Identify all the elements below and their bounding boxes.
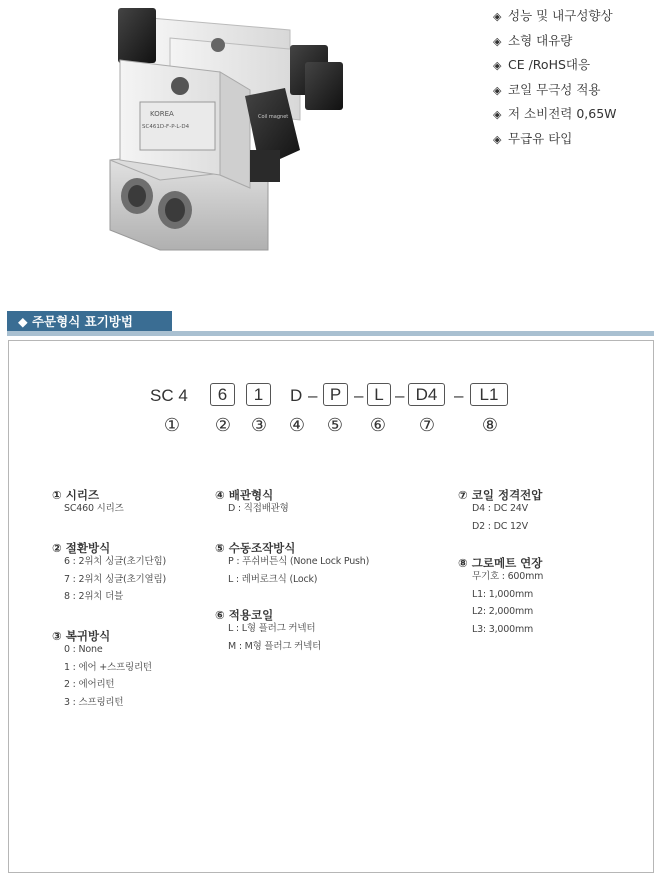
diamond-bullet-icon: ◈ [493,59,502,72]
code-index-2: ② [214,415,232,436]
diamond-bullet-icon: ◈ [493,83,502,97]
code-dash: – [354,386,364,405]
list-item: D4 : DC 24V [472,503,528,514]
code-prefix: SC 4 [150,386,188,405]
feature-text: 성능 및 내구성향상 [508,8,613,23]
section-title: 주문형식 표기방법 [31,314,133,329]
group-items-switching [64,553,166,606]
group-items-manual [228,553,369,588]
code-box-return: 1 [246,383,271,406]
list-item: SC460 시리즈 [64,503,124,514]
section-header [7,311,172,332]
list-item: 3 : 스프링리턴 [64,696,124,708]
section-divider [7,331,654,336]
group-items-return [64,641,152,711]
feature-text: 무급유 타입 [508,130,573,146]
feature-item [493,4,617,29]
code-box-grommet: L1 [470,383,508,406]
feature-list [493,4,617,151]
code-index-3: ③ [250,415,268,436]
code-dash: – [308,386,318,405]
product-image [100,0,350,255]
list-item: 1 : 에어 +스프링리턴 [64,661,152,673]
group-title-coil: ⑥ 적용코일 [215,608,274,622]
list-item: D : 직접배관형 [228,503,289,514]
group-title-grommet: ⑧ 그로메트 연장 [458,556,543,570]
list-item: L : L형 플러그 커넥터 [228,623,316,634]
code-index-7: ⑦ [418,415,436,436]
code-letter-d: D [290,386,303,405]
list-item: L1: 1,000mm [472,588,534,600]
code-index-8: ⑧ [481,415,499,436]
feature-text: 저 소비전력 0,65W [508,106,617,121]
feature-item [493,29,617,54]
code-dash: – [454,386,464,405]
group-title-piping: ④ 배관형식 [215,488,274,502]
list-item: L2: 2,000mm [472,606,534,618]
feature-item [493,78,617,103]
group-title-series: ① 시리즈 [52,488,100,502]
list-item: 7 : 2위치 싱글(초기열림) [64,573,166,585]
list-item: 8 : 2위치 더블 [64,591,124,603]
feature-item [493,127,617,152]
list-item: 6 : 2위치 싱글(초기단힘) [64,556,166,567]
coil-label: Coil magnet [258,114,289,120]
group-items-voltage [472,500,528,535]
feature-text: 코일 무극성 적용 [508,81,601,97]
list-item: 0 : None [64,644,103,655]
group-items-piping [228,500,289,518]
section-bullet-icon: ◆ [18,314,28,329]
code-dash: – [395,386,405,405]
group-title-switching: ② 절환방식 [52,541,111,555]
feature-text: 소형 대유량 [508,32,573,48]
body-label-model: SC461D-F-P-L-D4 [142,124,190,130]
feature-text: CE /RoHS대응 [508,57,591,72]
diamond-bullet-icon: ◈ [493,108,502,121]
diamond-bullet-icon: ◈ [493,34,502,48]
feature-item [493,102,617,127]
code-index-5: ⑤ [326,415,344,436]
list-item: D2 : DC 12V [472,520,528,532]
group-items-coil [228,620,321,655]
list-item: 무기호 : 600mm [472,571,544,582]
list-item: L : 레버로크식 (Lock) [228,573,318,585]
list-item: M : M형 플러그 커넥터 [228,640,322,652]
code-index-6: ⑥ [369,415,387,436]
code-box-manual: P [323,383,348,406]
group-title-return: ③ 복귀방식 [52,629,111,643]
list-item: 2 : 에어리턴 [64,679,115,691]
body-label-korea: KOREA [150,110,174,118]
code-box-switching: 6 [210,383,235,406]
diamond-bullet-icon: ◈ [493,132,502,146]
group-items-grommet [472,568,543,638]
code-index-1: ① [163,415,181,436]
list-item: L3: 3,000mm [472,623,534,635]
group-title-manual: ⑤ 수동조작방식 [215,541,296,555]
group-title-voltage: ⑦ 코일 정격전압 [458,488,543,502]
feature-item [493,53,617,78]
group-items-series [64,500,124,518]
code-box-coil: L [367,383,391,406]
diamond-bullet-icon: ◈ [493,10,502,23]
code-index-4: ④ [288,415,306,436]
code-box-voltage: D4 [408,383,445,406]
list-item: P : 푸쉬버튼식 (None Lock Push) [228,556,370,567]
